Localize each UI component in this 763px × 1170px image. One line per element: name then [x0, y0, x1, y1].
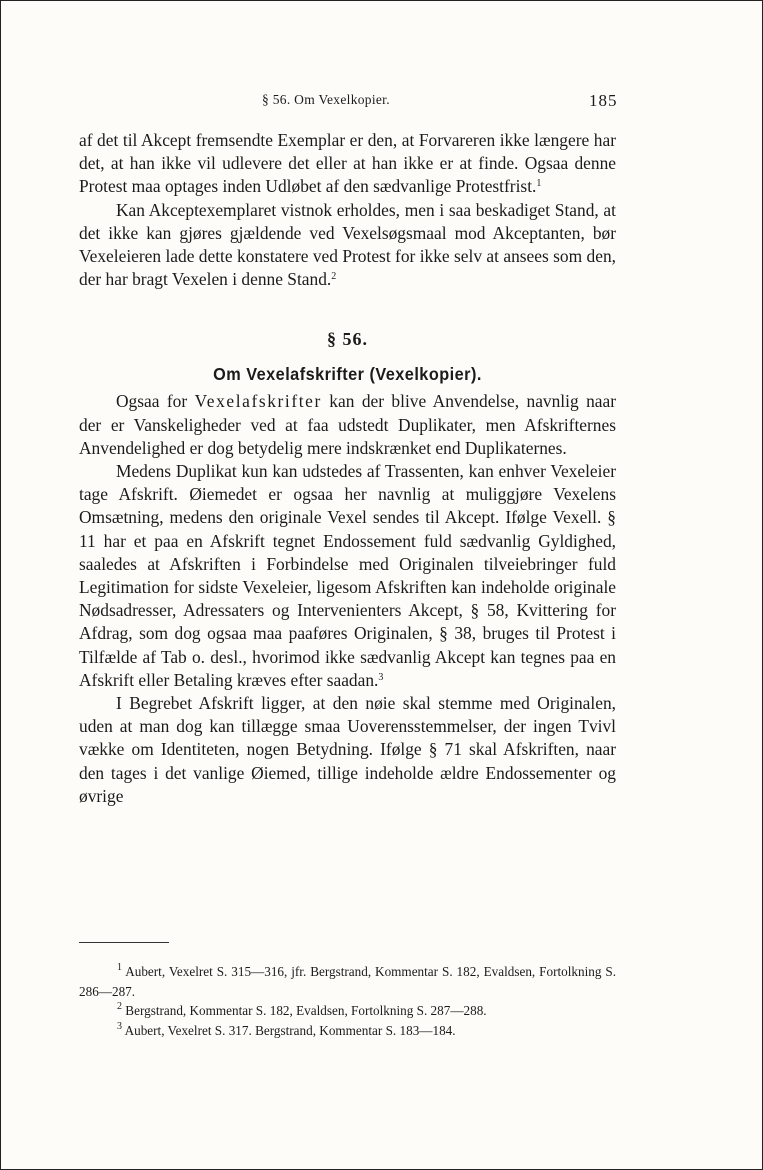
footnote: $^1$ Aubert, Vexelret S. 315—316, jfr. Bergstrand, Kommentar S. 182, Evaldsen, Fortolkning S. 286—287. [79, 962, 616, 999]
running-head-title: § 56. Om Vexelkopier. [262, 92, 390, 107]
body-text [79, 129, 616, 808]
footnotes [79, 962, 616, 1040]
footnote-ref: 3 [378, 671, 384, 683]
paragraph: Medens Duplikat kun kan udstedes af Trassenten, kan enhver Vexeleier tage Afskrift. Øiemedet er ogsaa her navnlig at muliggjøre Vexelens Omsætning, medens den originale Vexel sendes til Akcept. Ifølge Vexell. § 11 har et paa en Afskrift tegnet Endossement fuld sædvanlig Gyldighed, saaledes at Afskriften i Forbindelse med Originalen tilveiebringer fuld Legitimation for sidste Vexeleier, ligesom Afskriften kan indeholde originale Nødsadresser, Adressaters og Intervenienters Akcept, § 58, Kvittering for Afdrag, som dog ogsaa maa paaføres Originalen, § 38, bruges til Protest i Tilfælde af Tab o. desl., hvorimod ikke sædvanlig Akcept kan tegnes paa en Afskrift eller Betaling kræves efter saadan.$^3$ [79, 461, 616, 690]
footnote: $^2$ Bergstrand, Kommentar S. 182, Evaldsen, Fortolkning S. 287—288. [117, 1001, 487, 1018]
paragraph-continued: af det til Akcept fremsendte Exemplar er den, at Forvareren ikke længere har det, at han ikke vil udlevere det eller at han ikke er at finde. Ogsaa denne Protest maa optages inden Udløbet af den sædvanlige Protestfrist.$^1$ [79, 130, 616, 197]
footnote: $^3$ Aubert, Vexelret S. 317. Bergstrand, Kommentar S. 183—184. [117, 1020, 456, 1038]
spaced-term: Vexelafskrifter [194, 391, 322, 412]
paragraph: Ogsaa for Vexelafskrifter kan der blive Anvendelse, navnlig naar der er Vanskeligheder ved at faa udstedt Duplikater, men Afskrifternes Anvendelighed er dog betydelig mere indskrænket end Duplikaternes. [79, 391, 616, 458]
section-number: § 56. [327, 329, 368, 350]
running-head [0, 92, 763, 114]
footnote-ref: 2 [331, 271, 337, 283]
page-number: 185 [589, 91, 618, 110]
paragraph: I Begrebet Afskrift ligger, at den nøie skal stemme med Originalen, uden at man dog kan tillægge smaa Uoverensstemmelser, der ingen Tvivl vække om Identiteten, nogen Betydning. Ifølge § 71 skal Afskriften, naar den tages i det vanlige Øiemed, tillige indeholde ældre Endossementer og øvrige [79, 693, 616, 806]
footnote-ref: 1 [536, 178, 542, 190]
section-title: Om Vexelafskrifter (Vexelkopier). [213, 364, 482, 385]
paragraph: Kan Akceptexemplaret vistnok erholdes, men i saa beskadiget Stand, at det ikke kan gjøres gjældende ved Vexelsøgsmaal mod Akceptanten, bør Vexeleieren lade dette konstatere ved Protest for ikke selv at ansees som den, der har bragt Vexelen i denne Stand.$^2$ [79, 199, 616, 290]
section-heading [79, 327, 616, 386]
footnote-rule [79, 942, 169, 943]
